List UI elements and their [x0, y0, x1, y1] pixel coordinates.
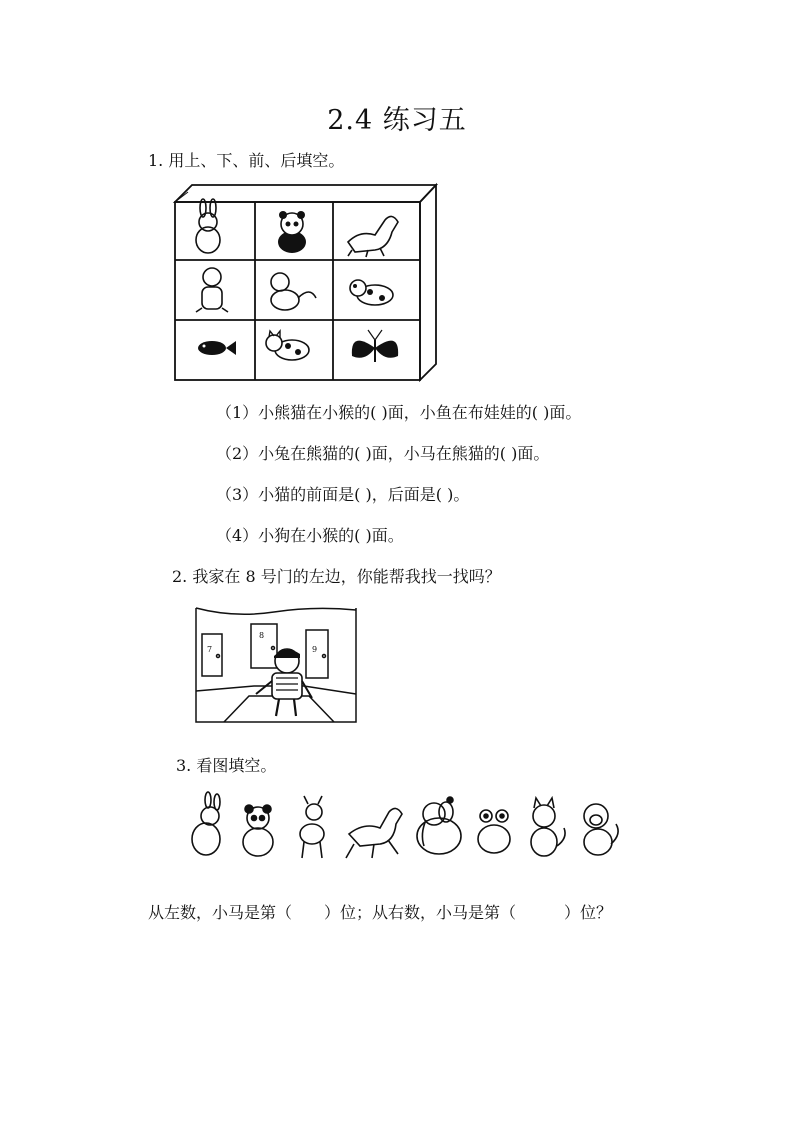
dog-icon	[350, 280, 393, 305]
question-2-prompt: 2. 我家在 8 号门的左边，你能帮我找一找吗？	[172, 567, 501, 586]
animal-shelf-illustration	[170, 180, 440, 385]
doll-icon	[196, 268, 228, 312]
page-title: 2.4 练习五	[327, 105, 467, 136]
boy-icon	[256, 649, 312, 716]
monkey-icon	[584, 804, 618, 855]
horse-icon	[346, 808, 402, 858]
fish-icon	[198, 341, 236, 355]
cat-icon	[266, 331, 309, 360]
svg-text:9: 9	[312, 645, 318, 654]
animal-row-illustration	[184, 794, 624, 864]
frog-icon	[478, 810, 510, 853]
rabbit-icon	[192, 792, 220, 855]
panda-icon	[243, 805, 273, 856]
svg-text:8: 8	[259, 631, 265, 640]
deer-icon	[300, 796, 324, 858]
panda-icon	[278, 211, 306, 253]
question-1-item-4: （4）小狗在小猴的( )面。	[216, 526, 404, 545]
monkey-icon	[271, 273, 316, 310]
butterfly-icon	[352, 330, 398, 362]
horse-icon	[348, 216, 398, 257]
question-1-item-2: （2）小兔在熊猫的( )面，小马在熊猫的( )面。	[216, 444, 550, 463]
question-1-item-1: （1）小熊猫在小猴的( )面，小鱼在布娃娃的( )面。	[216, 403, 582, 422]
doors-illustration	[194, 606, 359, 724]
svg-text:7: 7	[207, 645, 213, 654]
question-3-prompt: 3. 看图填空。	[176, 756, 277, 775]
elephant-icon	[417, 797, 461, 854]
question-3-answer-line: 从左数，小马是第（ ）位；从右数，小马是第（ ）位？	[148, 903, 613, 922]
cat-icon	[531, 798, 565, 856]
question-1-prompt: 1. 用上、下、前、后填空。	[148, 151, 345, 170]
question-1-item-3: （3）小猫的前面是( )，后面是( )。	[216, 485, 470, 504]
rabbit-icon	[196, 199, 220, 253]
